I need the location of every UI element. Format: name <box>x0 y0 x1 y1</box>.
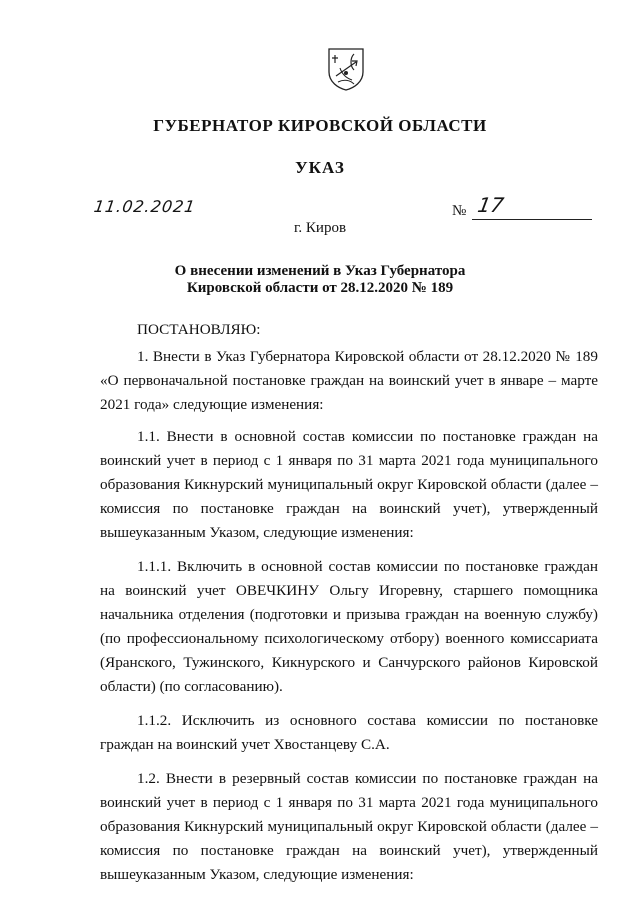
document-number: 17 <box>475 193 506 217</box>
document-body <box>100 318 598 887</box>
paragraph-1-2: 1.2. Внести в резервный состав комиссии по постановке граждан на воинский учет в период с 1 января по 31 марта 2021 года муниципального образования Кикнурский муниципальный округ Кировской области (далее – комиссия по постановке граждан на воинский учет), утвержденный вышеуказанным Указом, следующие изменения: <box>100 770 598 883</box>
city: г. Киров <box>293 220 347 236</box>
document-date: 11.02.2021 <box>92 197 197 216</box>
paragraph-1: 1. Внести в Указ Губернатора Кировской области от 28.12.2020 № 189 «О первоначальной постановке граждан на воинский учет в январе – марте 2021 года» следующие изменения: <box>100 348 598 413</box>
subject-line-1: О внесении изменений в Указ Губернатора <box>174 263 466 279</box>
document-subject <box>0 263 640 297</box>
paragraph-1-1-1: 1.1.1. Включить в основной состав комиссии по постановке граждан на воинский учет ОВЕЧКИНУ Ольгу Игоревну, старшего помощника начальника отделения (подготовки и призыва граждан на военную службу) (по профессиональному психологическому отбору) военного комиссариата (Яранского, Тужинского, Кикнурского и Санчурского районов Кировской области) (по согласованию). <box>100 558 598 695</box>
subject-line-2: Кировской области от 28.12.2020 № 189 <box>186 280 454 296</box>
number-label: № <box>452 203 467 219</box>
issuing-authority: ГУБЕРНАТОР КИРОВСКОЙ ОБЛАСТИ <box>153 116 487 135</box>
paragraph-1-1: 1.1. Внести в основной состав комиссии по постановке граждан на воинский учет в период с 1 января по 31 марта 2021 года муниципального образования Кикнурский муниципальный округ Кировской области (далее – комиссия по постановке граждан на воинский учет), утвержденный вышеуказанным Указом, следующие изменения: <box>100 428 598 541</box>
paragraph-1-1-2: 1.1.2. Исключить из основного состава комиссии по постановке граждан на воинский учет Хвостанцеву С.А. <box>100 712 598 753</box>
document-type: УКАЗ <box>295 158 345 177</box>
decree-word: ПОСТАНОВЛЯЮ: <box>137 321 261 338</box>
coat-of-arms-icon <box>326 46 366 92</box>
